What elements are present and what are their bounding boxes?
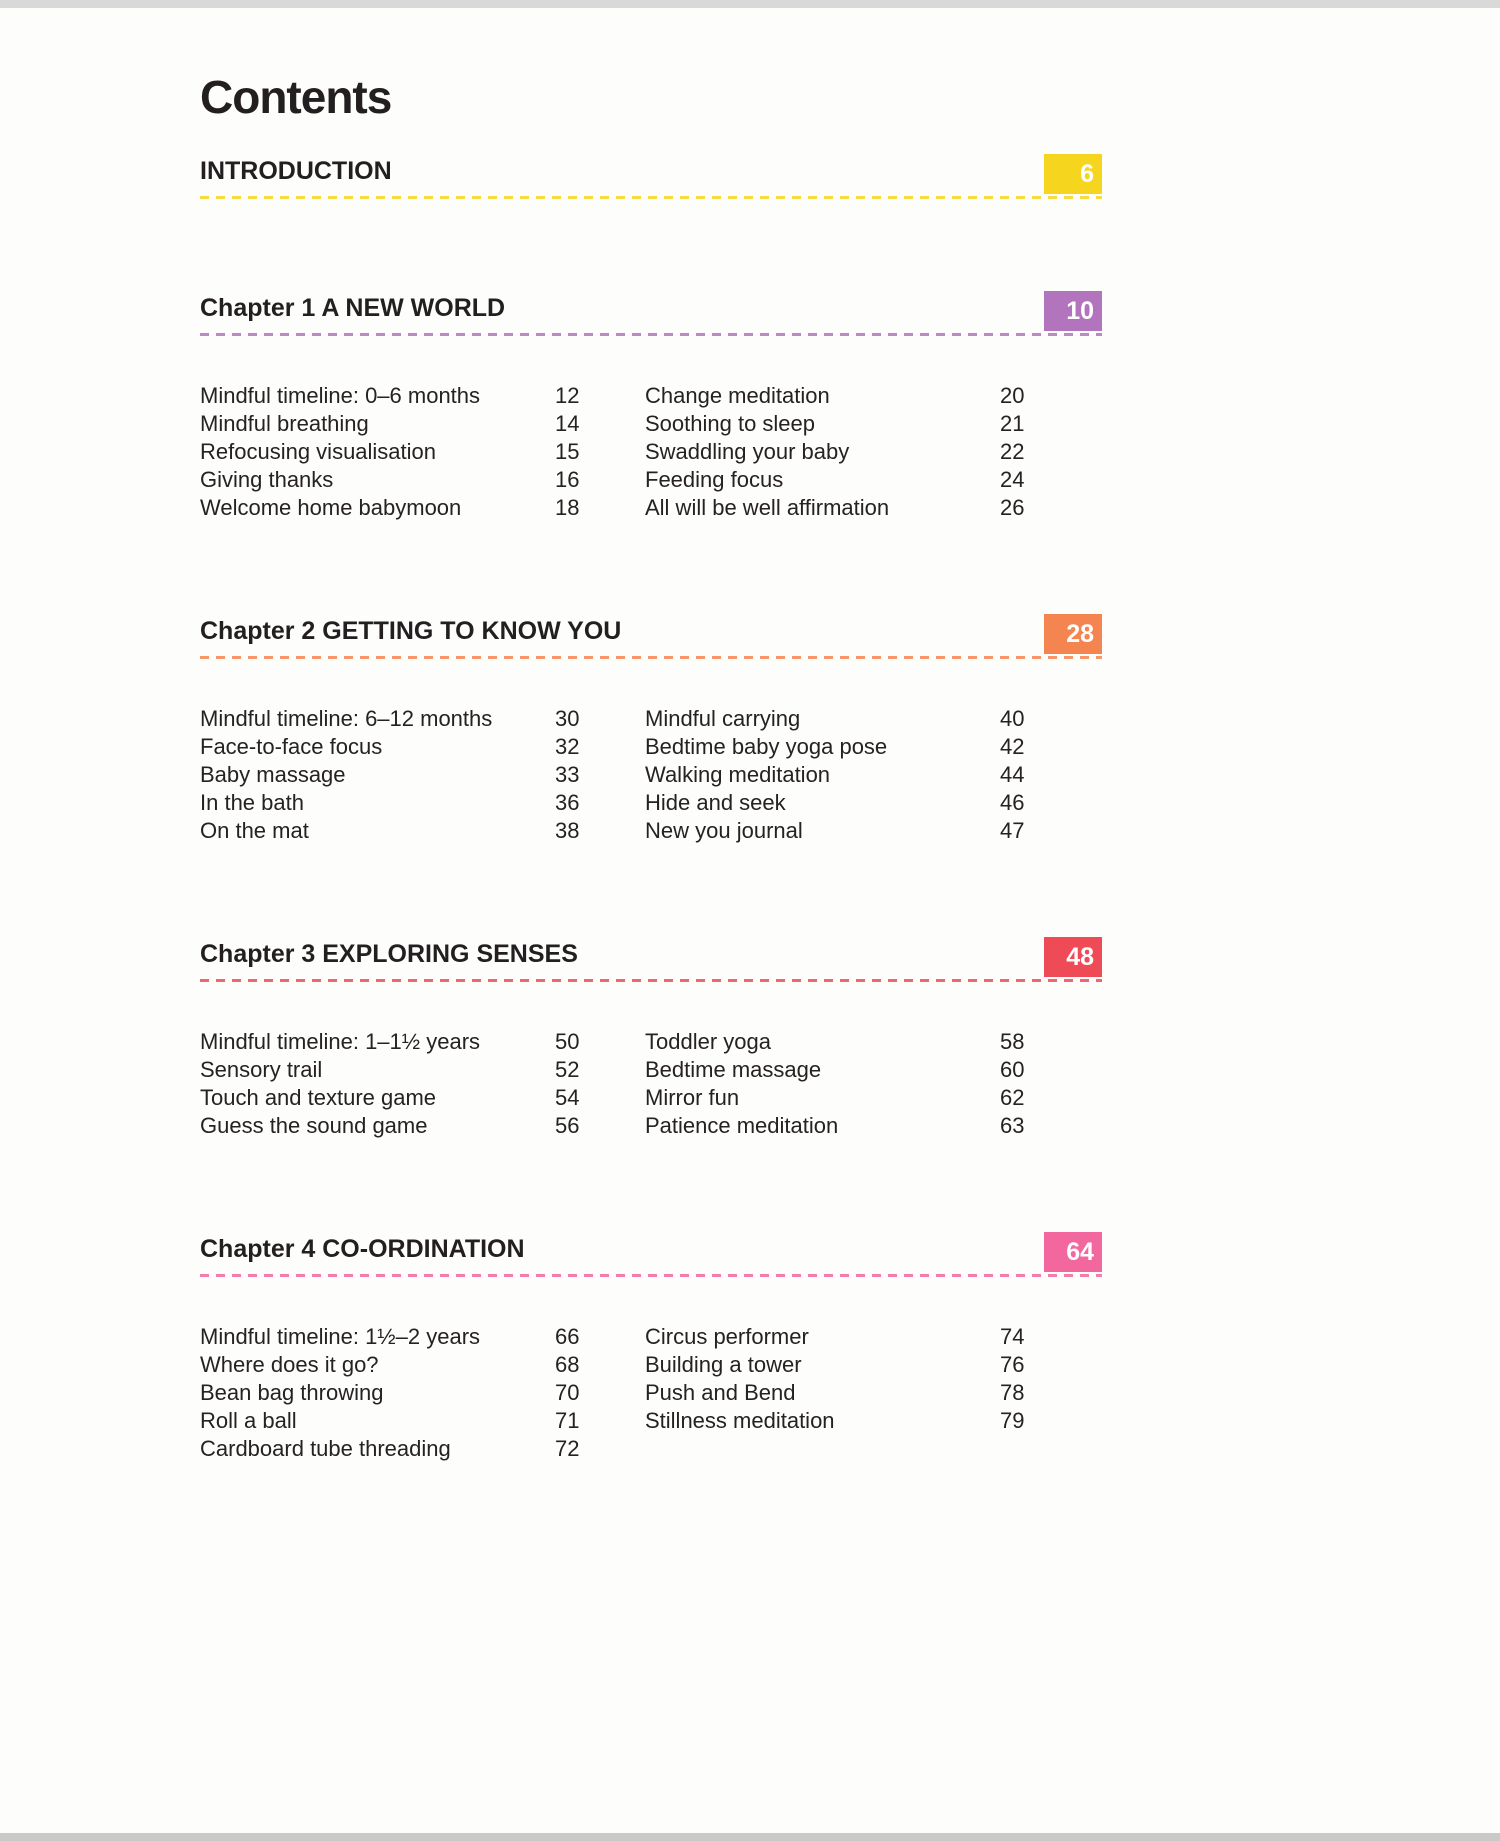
chapter-entries (200, 1323, 1102, 1463)
entry-page: 52 (555, 1057, 580, 1082)
entries-left-column (200, 1323, 597, 1463)
entry-label: Giving thanks (200, 467, 334, 492)
entry-page: 36 (555, 790, 580, 815)
section-head (200, 291, 1102, 331)
entry-label: Sensory trail (200, 1057, 323, 1082)
entry-label: Mindful carrying (645, 706, 801, 731)
section-head (200, 1232, 1102, 1272)
chapter-entries (200, 1028, 1102, 1140)
entry-label: Bedtime massage (645, 1057, 822, 1082)
toc-entry (200, 1112, 597, 1140)
entry-label: Where does it go? (200, 1352, 379, 1377)
entry-page: 15 (555, 439, 580, 464)
chapter-heading: Chapter 4 CO-ORDINATION (200, 1235, 525, 1263)
chapter-entries (200, 382, 1102, 522)
entry-page: 21 (1000, 411, 1025, 436)
toc-entry (200, 789, 597, 817)
entry-label: Guess the sound game (200, 1113, 428, 1138)
entry-page: 20 (1000, 383, 1025, 408)
entry-label: Stillness meditation (645, 1408, 835, 1433)
entry-page: 44 (1000, 762, 1025, 787)
chapter-entries (200, 705, 1102, 845)
toc-entry (645, 789, 1042, 817)
section-chapter-3 (200, 937, 1102, 1140)
toc-entry (200, 1407, 597, 1435)
toc-entry (645, 1028, 1042, 1056)
entry-page: 68 (555, 1352, 580, 1377)
entry-page: 26 (1000, 495, 1025, 520)
section-head (200, 937, 1102, 977)
entry-page: 24 (1000, 467, 1025, 492)
entry-label: Mindful timeline: 0–6 months (200, 383, 481, 408)
entry-label: Face-to-face focus (200, 734, 383, 759)
entries-right-column (645, 1323, 1042, 1463)
entries-right-column (645, 382, 1042, 522)
entry-label: Bedtime baby yoga pose (645, 734, 888, 759)
entry-page: 47 (1000, 818, 1025, 843)
entry-label: Hide and seek (645, 790, 786, 815)
section-divider (200, 196, 1102, 199)
entries-left-column (200, 382, 597, 522)
entry-page: 74 (1000, 1324, 1025, 1349)
page-number-badge: 28 (1044, 614, 1102, 654)
entry-label: Circus performer (645, 1324, 809, 1349)
entry-label: On the mat (200, 818, 309, 843)
toc-entry (200, 1323, 597, 1351)
entry-label: Bean bag throwing (200, 1380, 384, 1405)
entry-page: 71 (555, 1408, 580, 1433)
toc-entry (645, 705, 1042, 733)
entry-label: Mindful timeline: 1½–2 years (200, 1324, 481, 1349)
toc-entry (645, 817, 1042, 845)
entries-left-column (200, 705, 597, 845)
section-divider (200, 333, 1102, 336)
entry-label: Mirror fun (645, 1085, 740, 1110)
entry-page: 12 (555, 383, 580, 408)
toc-entry (200, 438, 597, 466)
toc-entry (645, 494, 1042, 522)
entry-page: 63 (1000, 1113, 1025, 1138)
entry-page: 76 (1000, 1352, 1025, 1377)
toc-entry (645, 1407, 1042, 1435)
entry-page: 66 (555, 1324, 580, 1349)
entry-label: Toddler yoga (645, 1029, 771, 1054)
toc-entry (645, 1323, 1042, 1351)
entry-label: Swaddling your baby (645, 439, 850, 464)
section-head (200, 614, 1102, 654)
toc-entry (200, 1435, 597, 1463)
toc-entry (645, 382, 1042, 410)
page-title: Contents (200, 71, 392, 123)
toc-entry (200, 1056, 597, 1084)
entry-page: 58 (1000, 1029, 1025, 1054)
toc-entry (200, 494, 597, 522)
entry-page: 38 (555, 818, 580, 843)
entry-page: 18 (555, 495, 580, 520)
toc-entry (200, 761, 597, 789)
entry-page: 46 (1000, 790, 1025, 815)
toc-entry (200, 466, 597, 494)
toc-entry (645, 466, 1042, 494)
entry-page: 56 (555, 1113, 580, 1138)
entry-page: 72 (555, 1436, 580, 1461)
entry-page: 32 (555, 734, 580, 759)
page-number-badge: 6 (1044, 154, 1102, 194)
toc-entry (200, 1351, 597, 1379)
entry-page: 78 (1000, 1380, 1025, 1405)
entry-label: Mindful timeline: 6–12 months (200, 706, 493, 731)
entry-label: Baby massage (200, 762, 346, 787)
toc-entry (200, 1379, 597, 1407)
section-divider (200, 656, 1102, 659)
toc-entry (645, 761, 1042, 789)
entry-label: Mindful breathing (200, 411, 369, 436)
entry-page: 42 (1000, 734, 1025, 759)
toc-entry (200, 733, 597, 761)
entry-page: 62 (1000, 1085, 1025, 1110)
section-chapter-4 (200, 1232, 1102, 1463)
entry-label: Walking meditation (645, 762, 831, 787)
toc-entry (645, 733, 1042, 761)
toc-entry (645, 1056, 1042, 1084)
toc-entry (645, 1351, 1042, 1379)
section-divider (200, 1274, 1102, 1277)
section-head (200, 154, 1102, 194)
entry-label: Building a tower (645, 1352, 802, 1377)
entry-label: Push and Bend (645, 1380, 796, 1405)
page-number-badge: 10 (1044, 291, 1102, 331)
toc-entry (200, 705, 597, 733)
entry-page: 16 (555, 467, 580, 492)
entry-label: Patience meditation (645, 1113, 839, 1138)
entry-label: In the bath (200, 790, 304, 815)
entry-label: Roll a ball (200, 1408, 297, 1433)
entry-label: Feeding focus (645, 467, 784, 492)
page-number-badge: 64 (1044, 1232, 1102, 1272)
entry-page: 60 (1000, 1057, 1025, 1082)
entry-page: 33 (555, 762, 580, 787)
entry-page: 54 (555, 1085, 580, 1110)
page-number-badge: 48 (1044, 937, 1102, 977)
toc-entry (645, 410, 1042, 438)
toc-entry (200, 817, 597, 845)
entry-label: Soothing to sleep (645, 411, 816, 436)
entry-page: 50 (555, 1029, 580, 1054)
entry-page: 70 (555, 1380, 580, 1405)
entry-page: 40 (1000, 706, 1025, 731)
scan-edge-top (0, 0, 1500, 8)
toc-entry (645, 1112, 1042, 1140)
entry-label: Touch and texture game (200, 1085, 437, 1110)
chapter-heading: Chapter 3 EXPLORING SENSES (200, 940, 578, 968)
entry-page: 14 (555, 411, 580, 436)
chapter-heading: Chapter 1 A NEW WORLD (200, 294, 506, 322)
section-introduction (200, 154, 1102, 199)
entry-label: Change meditation (645, 383, 830, 408)
entry-page: 30 (555, 706, 580, 731)
entry-page: 79 (1000, 1408, 1025, 1433)
entry-label: Refocusing visualisation (200, 439, 437, 464)
toc-entry (200, 382, 597, 410)
toc-entry (200, 410, 597, 438)
entries-right-column (645, 1028, 1042, 1140)
toc-entry (200, 1028, 597, 1056)
introduction-heading: INTRODUCTION (200, 157, 392, 185)
chapter-heading: Chapter 2 GETTING TO KNOW YOU (200, 617, 622, 645)
toc-entry (645, 438, 1042, 466)
entry-label: Cardboard tube threading (200, 1436, 451, 1461)
section-chapter-2 (200, 614, 1102, 845)
entry-label: All will be well affirmation (645, 495, 890, 520)
entry-label: Mindful timeline: 1–1½ years (200, 1029, 481, 1054)
entry-page: 22 (1000, 439, 1025, 464)
toc-entry (200, 1084, 597, 1112)
entries-right-column (645, 705, 1042, 845)
entries-left-column (200, 1028, 597, 1140)
entry-label: Welcome home babymoon (200, 495, 462, 520)
section-divider (200, 979, 1102, 982)
scan-edge-bottom (0, 1833, 1500, 1841)
section-chapter-1 (200, 291, 1102, 522)
toc-entry (645, 1379, 1042, 1407)
entry-label: New you journal (645, 818, 803, 843)
toc-entry (645, 1084, 1042, 1112)
